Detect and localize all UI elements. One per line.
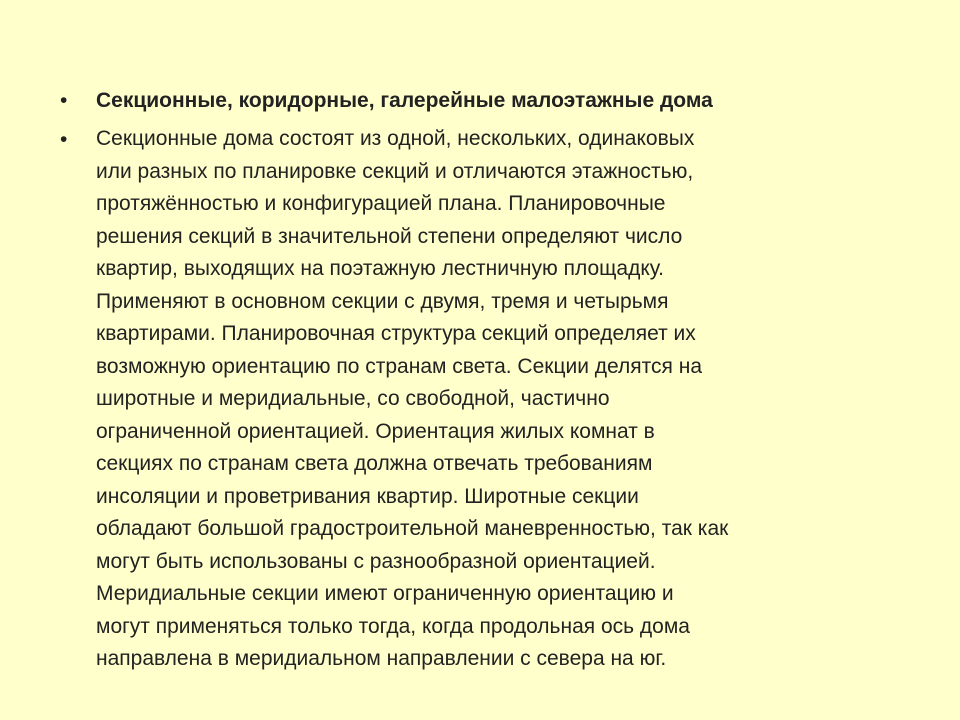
bullet-list: [60, 84, 920, 682]
body-line: могут быть использованы с разнообразной ориентацией.: [96, 549, 656, 573]
body-line: или разных по планировке секций и отличаются этажностью,: [96, 159, 694, 183]
body-line: ограниченной ориентацией. Ориентация жилых комнат в: [96, 419, 655, 443]
body-line: Применяют в основном секции с двумя, тремя и четырьмя: [96, 289, 669, 313]
body-line: инсоляции и проветривания квартир. Широтные секции: [96, 484, 639, 508]
body-line: возможную ориентацию по странам света. Секции делятся на: [96, 354, 702, 378]
bullet-body-text: [96, 123, 912, 676]
body-line: могут применяться только тогда, когда продольная ось дома: [96, 614, 690, 638]
bullet-marker: •: [60, 128, 68, 151]
body-line: секциях по странам света должна отвечать требованиям: [96, 452, 653, 475]
body-line: квартир, выходящих на поэтажную лестничную площадку.: [96, 257, 665, 280]
body-line: квартирами. Планировочная структура секций определяет их: [96, 322, 696, 345]
bullet-item-heading: [60, 84, 920, 117]
body-line: Секционные дома состоят из одной, нескольких, одинаковых: [96, 127, 695, 150]
body-line: Меридиальные секции имеют ограниченную ориентацию и: [96, 582, 674, 605]
body-line: протяжённостью и конфигурацией плана. Планировочные: [96, 192, 666, 215]
bullet-item-body: [60, 123, 920, 676]
bullet-marker: •: [60, 89, 68, 112]
body-line: направлена в меридиальном направлении с севера на юг.: [96, 647, 667, 670]
bullet-heading-text: Секционные, коридорные, галерейные малоэтажные дома: [96, 89, 713, 112]
body-line: обладают большой градостроительной маневренностью, так как: [96, 517, 729, 540]
body-line: широтные и меридиальные, со свободной, частично: [96, 387, 610, 410]
body-line: решения секций в значительной степени определяют число: [96, 224, 683, 248]
